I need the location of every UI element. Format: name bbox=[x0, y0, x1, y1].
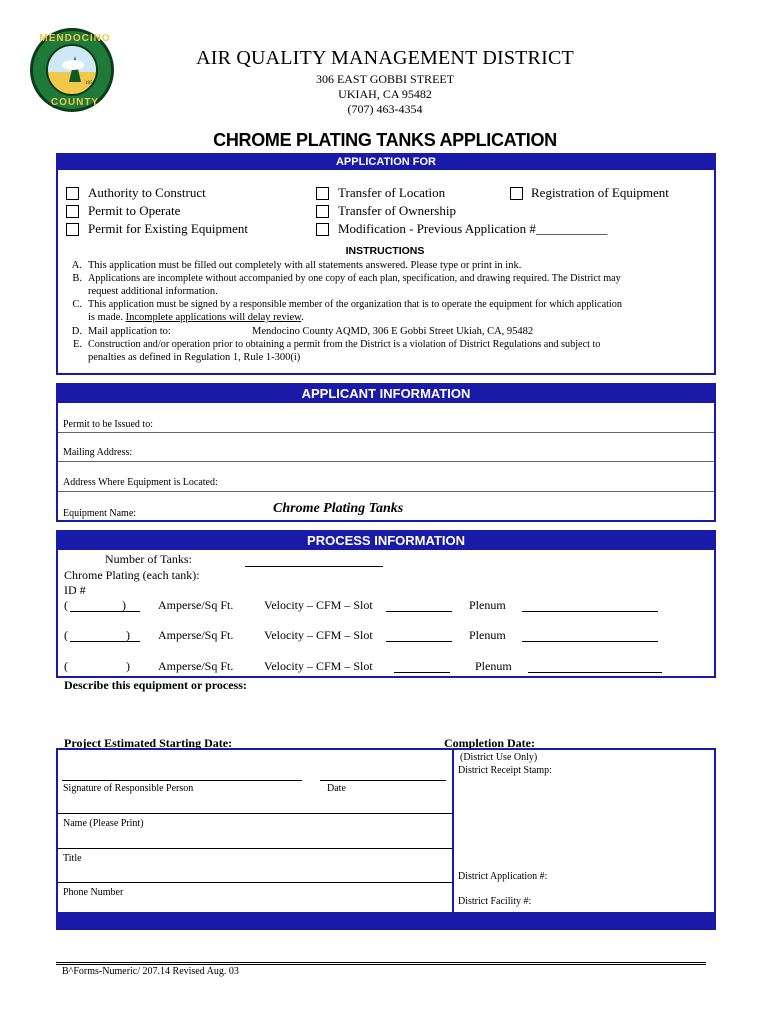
application-for-heading: APPLICATION FOR bbox=[58, 155, 714, 170]
velocity-label-2: Velocity – CFM – Slot bbox=[264, 628, 373, 642]
plenum-label-2: Plenum bbox=[469, 628, 506, 642]
number-of-tanks-label: Number of Tanks: bbox=[105, 552, 192, 566]
seal-top-text: MENDOCINO bbox=[39, 33, 111, 44]
seal-bottom-text: COUNTY bbox=[50, 97, 100, 108]
start-date-label: Project Estimated Starting Date: bbox=[64, 736, 233, 750]
velocity-field-3[interactable] bbox=[394, 672, 450, 673]
velocity-label-1: Velocity – CFM – Slot bbox=[264, 598, 373, 612]
district-receipt-stamp: District Receipt Stamp: bbox=[458, 765, 552, 776]
instruction-c-text-1: This application must be signed by a responsible member of the organization that is to operate the equipment for which application bbox=[88, 299, 622, 310]
plenum-label-3: Plenum bbox=[475, 659, 512, 673]
tank-id-open-1: ( bbox=[64, 598, 68, 612]
permit-to-operate-checkbox[interactable] bbox=[66, 205, 79, 218]
number-of-tanks-field[interactable] bbox=[245, 566, 383, 567]
permit-existing-equipment-checkbox[interactable] bbox=[66, 223, 79, 236]
title-field[interactable] bbox=[58, 882, 452, 883]
modification-label: Modification - Previous Application #___________ bbox=[338, 221, 608, 236]
plenum-field-2[interactable] bbox=[522, 641, 658, 642]
instruction-d-text-2: Mendocino County AQMD, 306 E Gobbi Street Ukiah, CA, 95482 bbox=[252, 326, 534, 337]
permit-to-operate-label: Permit to Operate bbox=[88, 203, 181, 218]
velocity-field-1[interactable] bbox=[386, 611, 452, 612]
plenum-label-1: Plenum bbox=[469, 598, 506, 612]
transfer-location-label: Transfer of Location bbox=[338, 185, 446, 200]
incomplete-warning: Incomplete applications will delay review bbox=[125, 312, 302, 323]
instruction-a-letter: A. bbox=[71, 260, 82, 271]
name-field[interactable] bbox=[58, 848, 452, 849]
plenum-field-1[interactable] bbox=[522, 611, 658, 612]
date-label: Date bbox=[327, 783, 346, 794]
instruction-e-text-1: Construction and/or operation prior to obtaining a permit from the District is a violation of District Regulations and subject to bbox=[88, 339, 601, 350]
transfer-location-checkbox[interactable] bbox=[316, 187, 329, 200]
id-label: ID # bbox=[64, 583, 86, 597]
authority-to-construct-label: Authority to Construct bbox=[88, 185, 206, 200]
registration-label: Registration of Equipment bbox=[531, 185, 669, 200]
tank-id-field-1[interactable] bbox=[70, 611, 140, 612]
applicant-heading: APPLICANT INFORMATION bbox=[58, 385, 714, 403]
velocity-label-3: Velocity – CFM – Slot bbox=[264, 659, 373, 673]
permit-existing-equipment-label: Permit for Existing Equipment bbox=[88, 221, 248, 236]
amperage-label-3: Amperse/Sq Ft. bbox=[158, 659, 234, 673]
instruction-c-text-2: is made. Incomplete applications will delay review. bbox=[88, 312, 304, 323]
equipment-name-label: Equipment Name: bbox=[63, 508, 137, 519]
equipment-location-field[interactable] bbox=[58, 491, 714, 492]
mailing-address-field[interactable] bbox=[58, 461, 714, 462]
agency-name: AIR QUALITY MANAGEMENT DISTRICT bbox=[196, 47, 574, 69]
describe-label: Describe this equipment or process: bbox=[64, 678, 247, 692]
plenum-field-3[interactable] bbox=[528, 672, 662, 673]
instruction-e-text-2: penalties as defined in Regulation 1, Rule 1-300(i) bbox=[88, 352, 301, 363]
instruction-e-letter: E. bbox=[72, 339, 82, 350]
instruction-b-letter: B. bbox=[72, 273, 82, 284]
tank-id-close-2: ) bbox=[126, 628, 130, 642]
footer-rule-2 bbox=[56, 964, 706, 965]
signature-field[interactable] bbox=[62, 780, 302, 781]
amperage-label-2: Amperse/Sq Ft. bbox=[158, 628, 234, 642]
district-facility-label: District Facility #: bbox=[458, 896, 532, 907]
instruction-d-text-1: Mail application to: bbox=[88, 326, 171, 337]
completion-date-label: Completion Date: bbox=[444, 736, 535, 750]
equipment-name-value: Chrome Plating Tanks bbox=[273, 501, 404, 516]
agency-street: 306 EAST GOBBI STREET bbox=[315, 72, 455, 86]
tank-id-open-3: ( bbox=[64, 659, 68, 673]
equipment-location-label: Address Where Equipment is Located: bbox=[63, 477, 218, 488]
permit-issued-to-field[interactable] bbox=[58, 432, 714, 433]
tank-id-open-2: ( bbox=[64, 628, 68, 642]
transfer-ownership-label: Transfer of Ownership bbox=[338, 203, 456, 218]
instruction-d-letter: D. bbox=[71, 326, 82, 337]
district-application-label: District Application #: bbox=[458, 871, 548, 882]
process-heading: PROCESS INFORMATION bbox=[58, 532, 714, 550]
describe-field[interactable] bbox=[64, 694, 714, 732]
instruction-c-letter: C. bbox=[72, 299, 82, 310]
seal-year: 1850 bbox=[85, 81, 95, 86]
district-use-only: (District Use Only) bbox=[460, 752, 538, 763]
tank-id-close-1: ) bbox=[122, 598, 126, 612]
instruction-b-text-2: request additional information. bbox=[88, 286, 218, 297]
signature-footer-bar bbox=[58, 912, 714, 928]
phone-label: Phone Number bbox=[63, 887, 124, 898]
modification-checkbox[interactable] bbox=[316, 223, 329, 236]
signature-label: Signature of Responsible Person bbox=[63, 783, 194, 794]
velocity-field-2[interactable] bbox=[386, 641, 452, 642]
name-label: Name (Please Print) bbox=[63, 818, 144, 829]
instruction-b-text-1: Applications are incomplete without accompanied by one copy of each plan, specification, and drawing required. The District may bbox=[88, 273, 621, 284]
signature-row-divider bbox=[58, 813, 452, 814]
agency-phone: (707) 463-4354 bbox=[347, 102, 423, 116]
tank-id-close-3: ) bbox=[126, 659, 130, 673]
footer-rule bbox=[56, 962, 706, 963]
form-title: CHROME PLATING TANKS APPLICATION bbox=[213, 130, 557, 150]
chrome-plating-label: Chrome Plating (each tank): bbox=[64, 568, 200, 582]
phone-field[interactable] bbox=[58, 898, 452, 912]
transfer-ownership-checkbox[interactable] bbox=[316, 205, 329, 218]
signature-divider bbox=[452, 750, 454, 912]
title-label: Title bbox=[63, 853, 82, 864]
instruction-a-text: This application must be filled out completely with all statements answered. Please type or print in ink. bbox=[88, 260, 522, 271]
instructions-heading: INSTRUCTIONS bbox=[345, 245, 425, 257]
form-revision: B^Forms-Numeric/ 207.14 Revised Aug. 03 bbox=[62, 966, 239, 977]
registration-checkbox[interactable] bbox=[510, 187, 523, 200]
authority-to-construct-checkbox[interactable] bbox=[66, 187, 79, 200]
agency-city: UKIAH, CA 95482 bbox=[338, 87, 432, 101]
date-field[interactable] bbox=[320, 780, 446, 781]
permit-issued-to-label: Permit to be Issued to: bbox=[63, 419, 153, 430]
mailing-address-label: Mailing Address: bbox=[63, 447, 133, 458]
amperage-label-1: Amperse/Sq Ft. bbox=[158, 598, 234, 612]
